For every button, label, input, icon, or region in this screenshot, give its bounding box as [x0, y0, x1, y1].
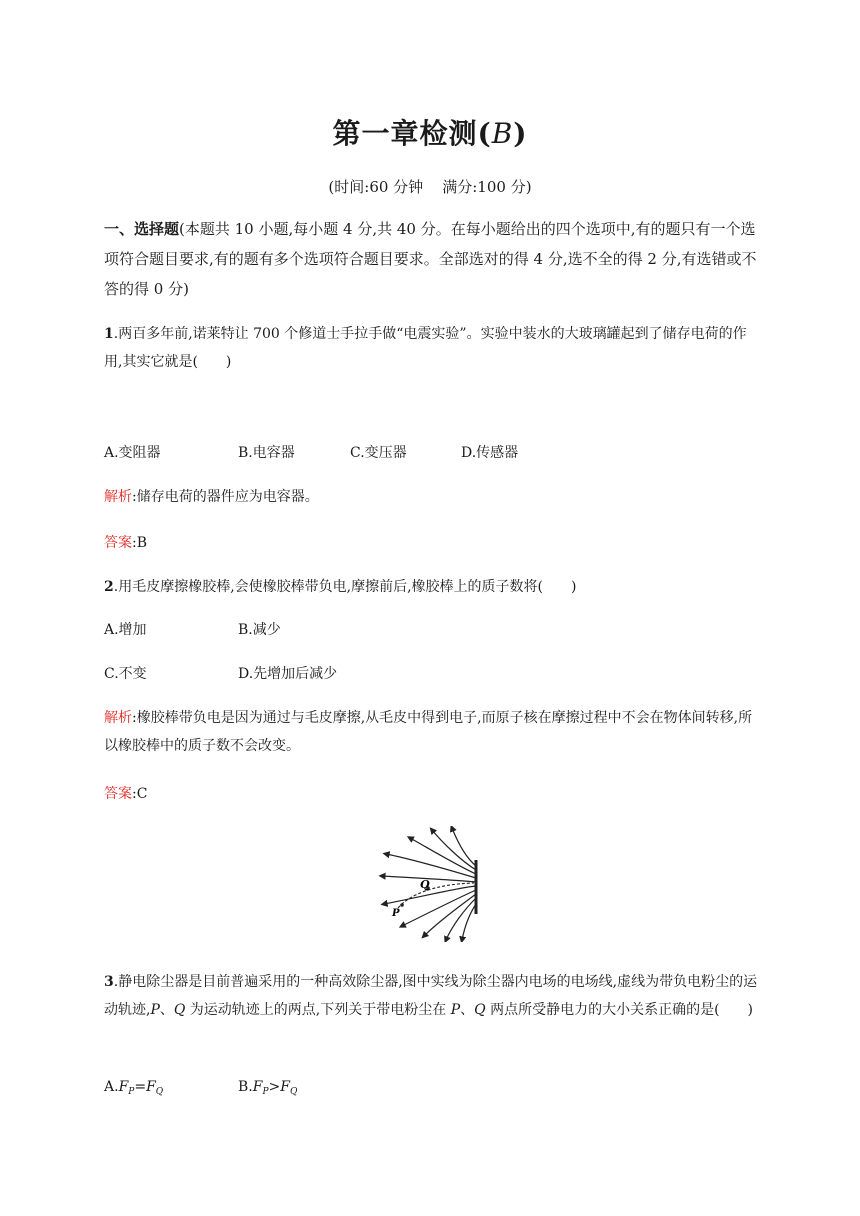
- q3-option-b: [238, 1077, 297, 1102]
- analysis-text: :储存电荷的器件应为电容器。: [132, 489, 319, 505]
- answer-text: :C: [132, 786, 148, 802]
- label-p: P: [392, 908, 400, 919]
- relation: >: [268, 1079, 281, 1095]
- force-subscript: P: [128, 1087, 135, 1097]
- q2-answer: [104, 784, 147, 804]
- field-line: [462, 904, 476, 940]
- question-text: .用毛皮摩擦橡胶棒,会使橡胶棒带负电,摩擦前后,橡胶棒上的质子数将( ): [113, 579, 577, 595]
- q2-option-c: C.不变: [104, 666, 147, 682]
- field-line: [432, 830, 476, 870]
- question-1: [104, 320, 760, 376]
- var-p: P: [150, 1002, 160, 1018]
- question-number: 2: [104, 579, 114, 595]
- label-q: Q: [420, 878, 430, 891]
- analysis-label: 解析: [104, 489, 132, 505]
- q1-option-b: B.电容器: [238, 445, 295, 461]
- separator: 、: [159, 1002, 174, 1018]
- var-q: Q: [474, 1002, 486, 1018]
- force-subscript: P: [262, 1087, 269, 1097]
- option-prefix: B.: [238, 1079, 253, 1095]
- section-instructions-text: (本题共 10 小题,每小题 4 分,共 40 分。在每小题给出的四个选项中,有的题只有一个选项符合题目要求,有的题有多个选项符合题目要求。全部选对的得 4 分,选不全的得 2 分,有选错或不答的得 0 分): [104, 220, 757, 298]
- q1-option-c: C.变压器: [350, 445, 407, 461]
- title-variant: B: [491, 117, 514, 150]
- question-number: 3: [104, 974, 114, 990]
- field-line: [452, 828, 476, 866]
- question-text-c: 两点所受静电力的大小关系正确的是( ): [485, 1002, 753, 1018]
- q1-answer: [104, 533, 147, 553]
- section-instructions: [104, 214, 760, 304]
- force-symbol: F: [280, 1079, 290, 1095]
- title-text: 第一章检测(: [332, 117, 492, 150]
- q1-analysis: [104, 487, 319, 507]
- answer-label: 答案: [104, 535, 132, 551]
- field-line: [386, 854, 476, 878]
- exam-info: (时间:60 分钟 满分:100 分): [328, 178, 532, 196]
- separator: 、: [460, 1002, 475, 1018]
- q1-option-a: A.变阻器: [104, 445, 161, 461]
- var-p: P: [450, 1002, 461, 1018]
- q2-option-d: D.先增加后减少: [238, 666, 338, 682]
- force-symbol: F: [146, 1079, 156, 1095]
- page-title: [0, 112, 860, 152]
- title-close: ): [513, 117, 528, 150]
- force-subscript: Q: [155, 1087, 164, 1097]
- force-subscript: Q: [289, 1087, 298, 1097]
- question-2: [104, 577, 576, 597]
- field-line: [424, 894, 476, 936]
- q2-option-b: B.减少: [238, 622, 281, 638]
- point-p: [400, 903, 404, 907]
- analysis-label: 解析: [104, 710, 132, 726]
- option-prefix: A.: [104, 1079, 119, 1095]
- force-symbol: F: [252, 1079, 263, 1095]
- q2-option-a: A.增加: [104, 622, 147, 638]
- question-text: .两百多年前,诺莱特让 700 个修道士手拉手做“电震实验”。实验中装水的大玻璃罐起到了储存电荷的作用,其实它就是( ): [104, 326, 747, 370]
- var-q: Q: [173, 1002, 186, 1018]
- q1-option-d: D.传感器: [461, 445, 519, 461]
- answer-text: :B: [132, 535, 148, 551]
- relation: =: [134, 1079, 147, 1095]
- electric-field-diagram: [376, 826, 490, 942]
- question-text-b: 为运动轨迹上的两点,下列关于带电粉尘在: [185, 1002, 451, 1018]
- section-heading: 一、选择题: [104, 220, 180, 238]
- analysis-text: :橡胶棒带负电是因为通过与毛皮摩擦,从毛皮中得到电子,而原子核在摩擦过程中不会在物体间转移,所以橡胶棒中的质子数不会改变。: [104, 710, 753, 754]
- q3-option-a: [104, 1077, 163, 1102]
- question-text-a: .静电除尘器是目前普遍采用的一种高效除尘器,图中实线为除尘器内电场的电场线,虚线为带负电粉尘的运动轨迹,: [104, 974, 758, 1018]
- field-line: [384, 886, 476, 904]
- field-line: [402, 890, 476, 926]
- answer-label: 答案: [104, 786, 132, 802]
- force-symbol: F: [118, 1079, 129, 1095]
- q2-analysis: [104, 704, 760, 760]
- field-line: [446, 898, 476, 940]
- question-3: [104, 968, 760, 1024]
- question-number: 1: [104, 326, 114, 342]
